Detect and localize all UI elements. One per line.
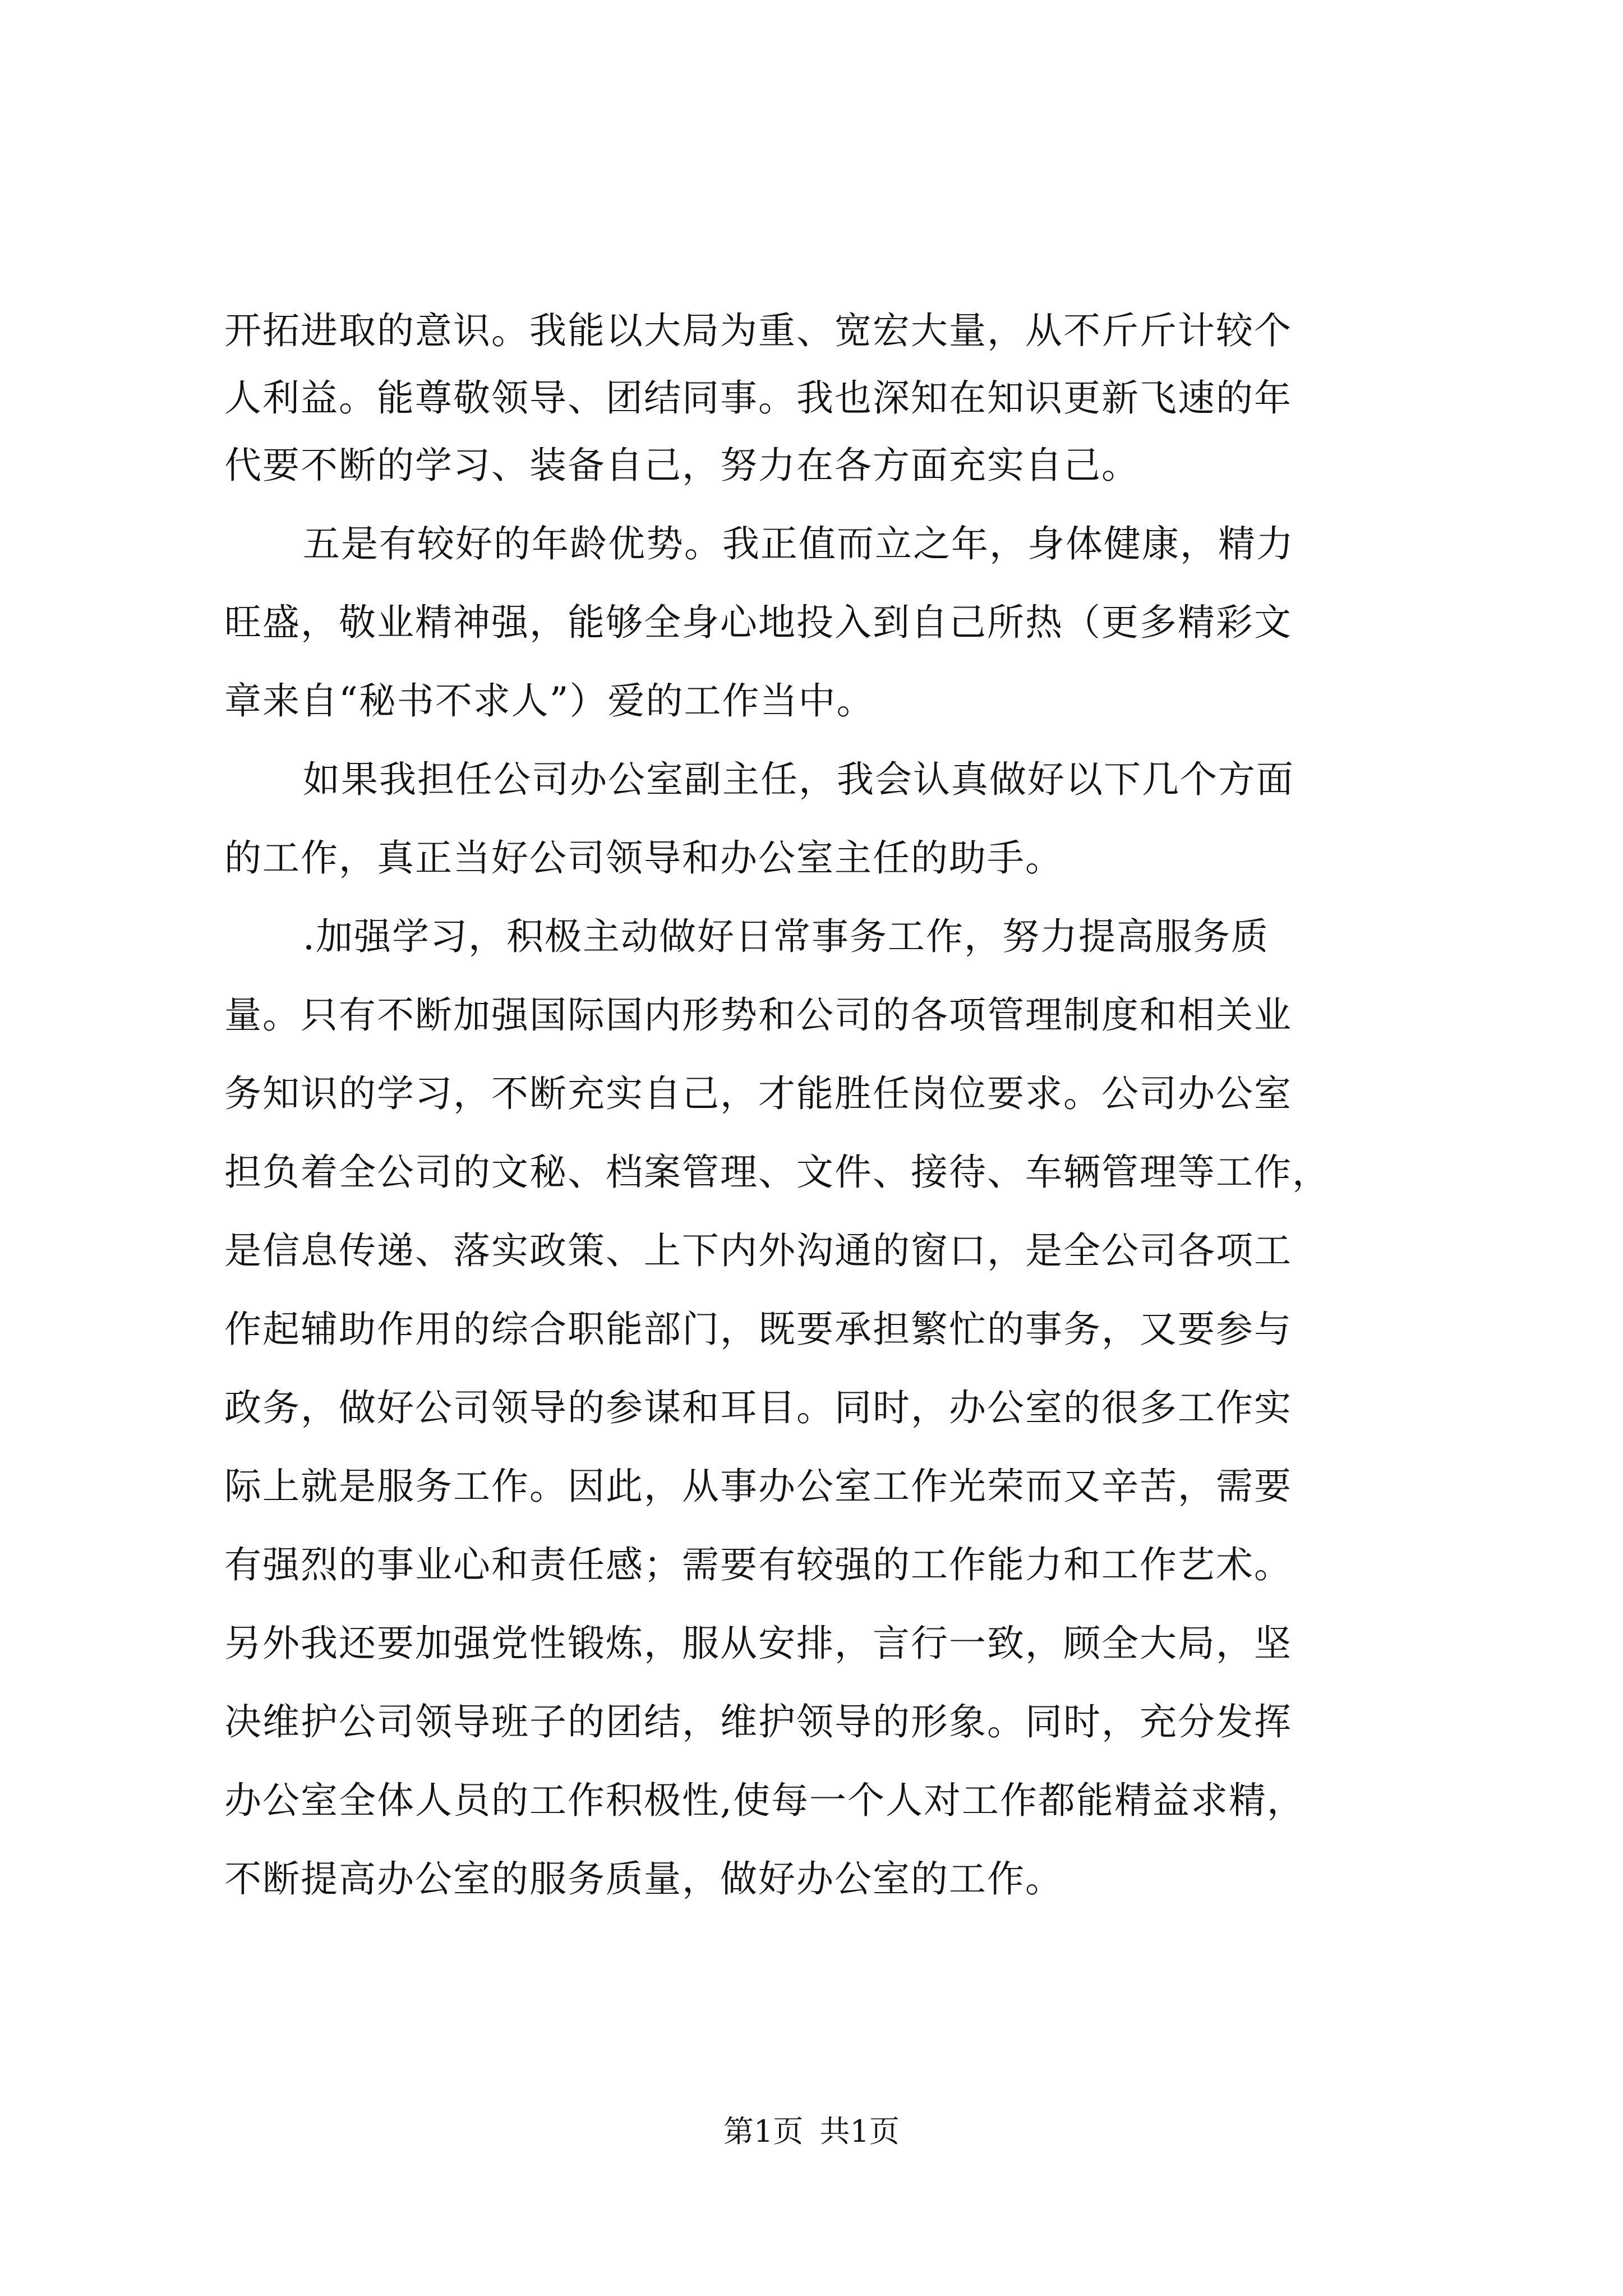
page-total: 共1页: [819, 2114, 900, 2149]
text-line: 务知识的学习，不断充实自己，才能胜任岗位要求。公司办公室: [224, 1072, 1292, 1115]
page-number: 第1页: [723, 2114, 804, 2149]
text-line: 的工作，真正当好公司领导和办公室主任的助手。: [224, 836, 1063, 880]
page-footer: [0, 2109, 1623, 2154]
text-line: 政务，做好公司领导的参谋和耳目。同时，办公室的很多工作实: [224, 1386, 1292, 1429]
text-line: 量。只有不断加强国际国内形势和公司的各项管理制度和相关业: [224, 993, 1292, 1037]
text-line: 章来自“秘书不求人”）爱的工作当中。: [224, 679, 875, 723]
text-line: 另外我还要加强党性锻炼，服从安排，言行一致，顾全大局，坚: [224, 1622, 1292, 1665]
text-line: 决维护公司领导班子的团结，维护领导的形象。同时，充分发挥: [224, 1700, 1292, 1743]
text-line: 五是有较好的年龄优势。我正值而立之年，身体健康，精力: [303, 522, 1294, 565]
text-line: 是信息传递、落实政策、上下内外沟通的窗口，是全公司各项工: [224, 1229, 1292, 1272]
text-line: 担负着全公司的文秘、档案管理、文件、接待、车辆管理等工作，: [224, 1151, 1330, 1194]
text-line: 际上就是服务工作。因此，从事办公室工作光荣而又辛苦，需要: [224, 1465, 1292, 1508]
text-line: 开拓进取的意识。我能以大局为重、宽宏大量，从不斤斤计较个: [224, 309, 1292, 352]
text-line: 作起辅助作用的综合职能部门，既要承担繁忙的事务，又要参与: [224, 1308, 1292, 1351]
text-line: 办公室全体人员的工作积极性,使每一个人对工作都能精益求精，: [224, 1779, 1305, 1822]
text-line: 人利益。能尊敬领导、团结同事。我也深知在知识更新飞速的年: [224, 376, 1292, 420]
text-line: 代要不断的学习、装备自己，努力在各方面充实自己。: [224, 444, 1140, 487]
text-line: .加强学习，积极主动做好日常事务工作，努力提高服务质: [303, 915, 1269, 958]
text-line: 如果我担任公司办公室副主任，我会认真做好以下几个方面: [303, 758, 1294, 801]
text-line: 有强烈的事业心和责任感；需要有较强的工作能力和工作艺术。: [224, 1543, 1292, 1586]
text-line: 旺盛，敬业精神强，能够全身心地投入到自己所热（更多精彩文: [224, 601, 1292, 644]
text-line: 不断提高办公室的服务质量，做好办公室的工作。: [224, 1857, 1063, 1901]
